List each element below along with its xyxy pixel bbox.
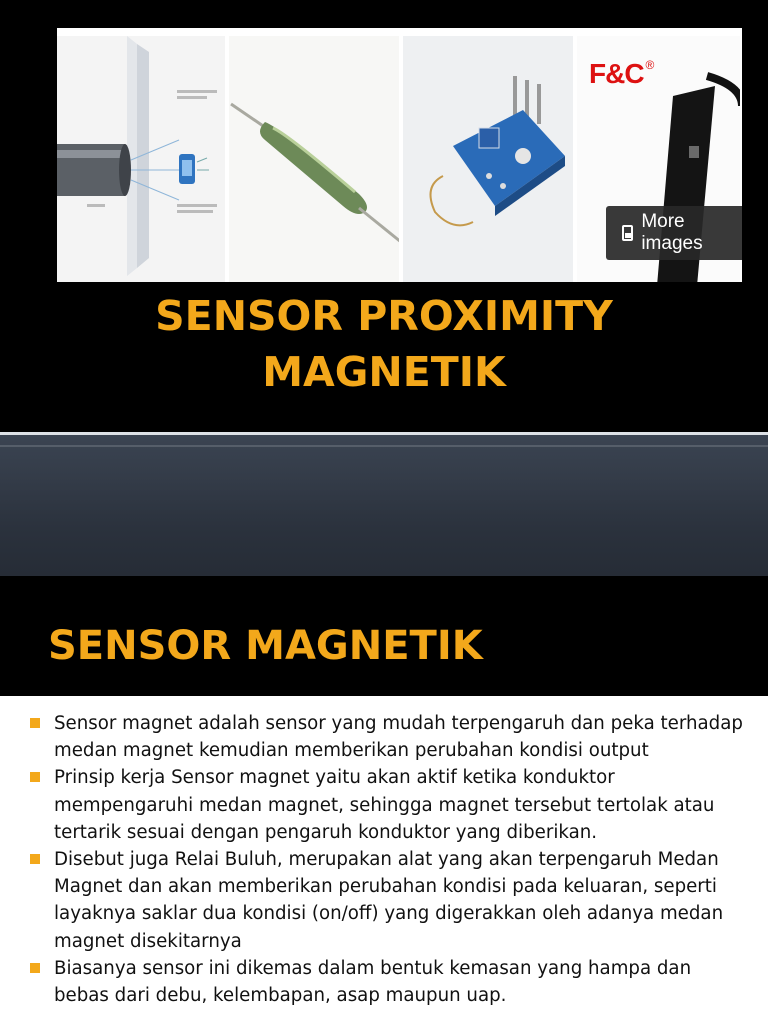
bullet-item: Sensor magnet adalah sensor yang mudah terpengaruh dan peka terhadap medan magnet kemudian memberikan perubahan kondisi output [30, 710, 750, 764]
title-line-1: SENSOR PROXIMITY [155, 292, 613, 340]
slide-title-heading [0, 288, 768, 400]
thumbnail-reed-switch[interactable] [229, 36, 401, 282]
bullet-list [30, 710, 750, 1009]
fc-brand-logo: F&C ® [589, 58, 654, 89]
square-bullet-icon [30, 718, 40, 728]
content-body [0, 696, 768, 1024]
bullet-item: Biasanya sensor ini dikemas dalam bentuk kemasan yang hampa dan bebas dari debu, kelembapan, asap maupun uap. [30, 955, 750, 1009]
slide-divider-band [0, 432, 768, 576]
slide-content [0, 576, 768, 1024]
title-line-2: MAGNETIK [262, 348, 506, 396]
square-bullet-icon [30, 963, 40, 973]
square-bullet-icon [30, 854, 40, 864]
thumbnail-sensor-module[interactable] [403, 36, 575, 282]
image-icon [622, 225, 633, 241]
bullet-item: Disebut juga Relai Buluh, merupakan alat yang akan terpengaruh Medan Magnet dan akan memberikan perubahan kondisi pada keluaran, seperti layaknya saklar dua kondisi (on/off) yang digerakkan oleh adanya medan magnet disekitarnya [30, 846, 750, 955]
band-highlight [0, 445, 768, 447]
more-images-button[interactable] [606, 206, 742, 260]
image-strip[interactable] [57, 28, 742, 282]
bullet-item: Prinsip kerja Sensor magnet yaitu akan aktif ketika konduktor mempengaruhi medan magnet, sehingga magnet tersebut tertolak atau tertarik sesuai dengan pengaruh konduktor yang diberikan. [30, 764, 750, 846]
thumbnail-proximity-diagram[interactable] [57, 36, 227, 282]
square-bullet-icon [30, 772, 40, 782]
slide-title [0, 0, 768, 430]
content-slide-title: SENSOR MAGNETIK [48, 623, 483, 669]
more-images-label: More images [641, 211, 703, 254]
